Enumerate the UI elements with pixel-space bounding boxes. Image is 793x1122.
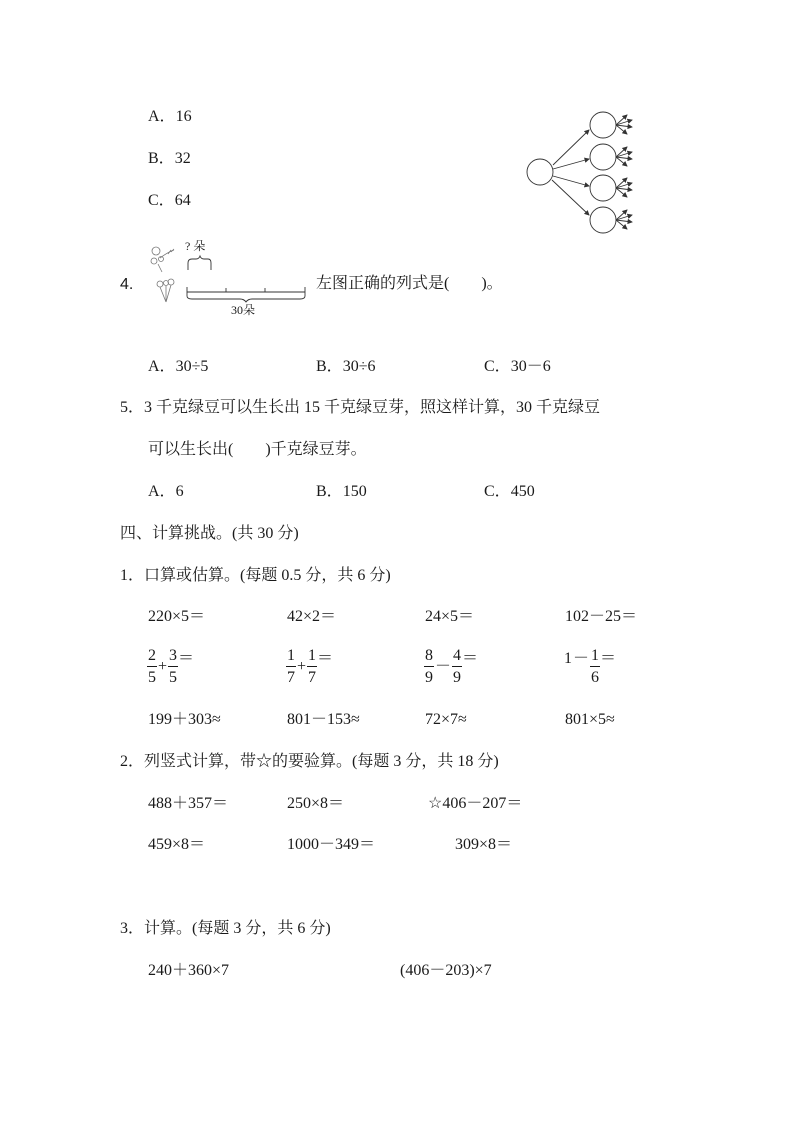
part-1-title: 1．口算或估算。(每题 0.5 分，共 6 分): [120, 567, 391, 584]
vertical-calc-item: 1000－349＝: [287, 836, 376, 853]
option-letter: C．: [148, 192, 175, 209]
equals-sign: ＝: [317, 650, 334, 667]
option-value: 64: [174, 192, 191, 209]
option-letter: C．: [484, 358, 511, 375]
q4-option-a: [148, 359, 208, 375]
fraction-expression: [286, 648, 333, 686]
vertical-calc-item: ☆406－207＝: [428, 795, 523, 812]
part-3-title: 3．计算。(每题 3 分，共 6 分): [120, 920, 331, 937]
estimate-item: 801×5≈: [565, 711, 615, 728]
q5-question-line2: 可以生长出( )千克绿豆芽。: [148, 441, 367, 458]
equals-sign: ＝: [600, 650, 617, 667]
option-value: 450: [510, 483, 535, 500]
option-value: 16: [175, 108, 192, 125]
estimate-item: 199＋303≈: [148, 711, 221, 728]
calc-item: (406－203)×7: [400, 962, 492, 979]
operator: －: [435, 658, 452, 675]
calc-item: 240＋360×7: [148, 962, 230, 979]
numerator: 2: [147, 648, 157, 667]
fraction-expression: [147, 648, 194, 686]
option-value: 30÷6: [342, 358, 376, 375]
fraction: [590, 648, 600, 686]
option-letter: C．: [484, 483, 511, 500]
part-2-title: 2．列竖式计算，带☆的要验算。(每题 3 分，共 18 分): [120, 753, 499, 770]
mental-math-item: 42×2＝: [287, 608, 337, 625]
estimate-item: 72×7≈: [425, 711, 467, 728]
numerator: 1: [307, 648, 317, 667]
section-4-title: 四、计算挑战。(共 30 分): [120, 525, 299, 542]
option-letter: A．: [148, 483, 176, 500]
denominator: 9: [453, 669, 462, 686]
denominator: 7: [308, 669, 317, 686]
q4-number: 4.: [120, 276, 134, 293]
whole-number: 1: [564, 650, 572, 667]
option-letter: B．: [316, 483, 343, 500]
q5-question-line1: 5．3 千克绿豆可以生长出 15 千克绿豆芽，照这样计算，30 千克绿豆: [120, 399, 601, 416]
q5-option-c: [484, 484, 535, 500]
operator: +: [158, 658, 168, 675]
mental-math-item: 24×5＝: [425, 608, 475, 625]
fraction: [147, 648, 157, 686]
fraction-expression: [424, 648, 478, 686]
option-letter: A．: [148, 358, 176, 375]
option-letter: B．: [148, 150, 175, 167]
vertical-calc-item: 309×8＝: [455, 836, 513, 853]
option-value: 30÷5: [175, 358, 209, 375]
q5-option-a: [148, 484, 184, 500]
vertical-calc-item: 488＋357＝: [148, 795, 229, 812]
denominator: 9: [425, 669, 433, 686]
numerator: 3: [168, 648, 178, 667]
numerator: 1: [590, 648, 600, 667]
q4-question-text: 左图正确的列式是( )。: [316, 275, 503, 292]
diagram-top-label: ? 朵: [185, 239, 206, 253]
vertical-calc-item: 459×8＝: [148, 836, 206, 853]
numerator: 8: [424, 648, 434, 667]
option-value: 32: [174, 150, 191, 167]
equals-sign: ＝: [462, 650, 479, 667]
fraction: [307, 648, 317, 686]
operator: +: [297, 658, 307, 675]
fraction: [424, 648, 434, 686]
denominator: 5: [148, 669, 156, 686]
q4-option-c: [484, 359, 551, 375]
option-letter: A．: [148, 108, 176, 125]
denominator: 5: [169, 669, 178, 686]
option-value: 150: [342, 483, 367, 500]
fraction: [452, 648, 462, 686]
equals-sign: ＝: [178, 650, 195, 667]
diagram-bottom-label: 30朵: [231, 303, 256, 317]
denominator: 7: [287, 669, 295, 686]
fraction: [168, 648, 178, 686]
fraction-expression: [564, 648, 616, 686]
fraction: [286, 648, 296, 686]
mental-math-item: 102－25＝: [565, 608, 638, 625]
estimate-item: 801－153≈: [287, 711, 360, 728]
option-value: 30－6: [510, 358, 551, 375]
q5-option-b: [316, 484, 367, 500]
option-letter: B．: [316, 358, 343, 375]
denominator: 6: [591, 669, 600, 686]
numerator: 4: [452, 648, 462, 667]
mental-math-item: 220×5＝: [148, 608, 206, 625]
vertical-calc-item: 250×8＝: [287, 795, 345, 812]
option-value: 6: [175, 483, 184, 500]
numerator: 1: [286, 648, 296, 667]
operator: －: [573, 650, 590, 667]
q4-option-b: [316, 359, 375, 375]
